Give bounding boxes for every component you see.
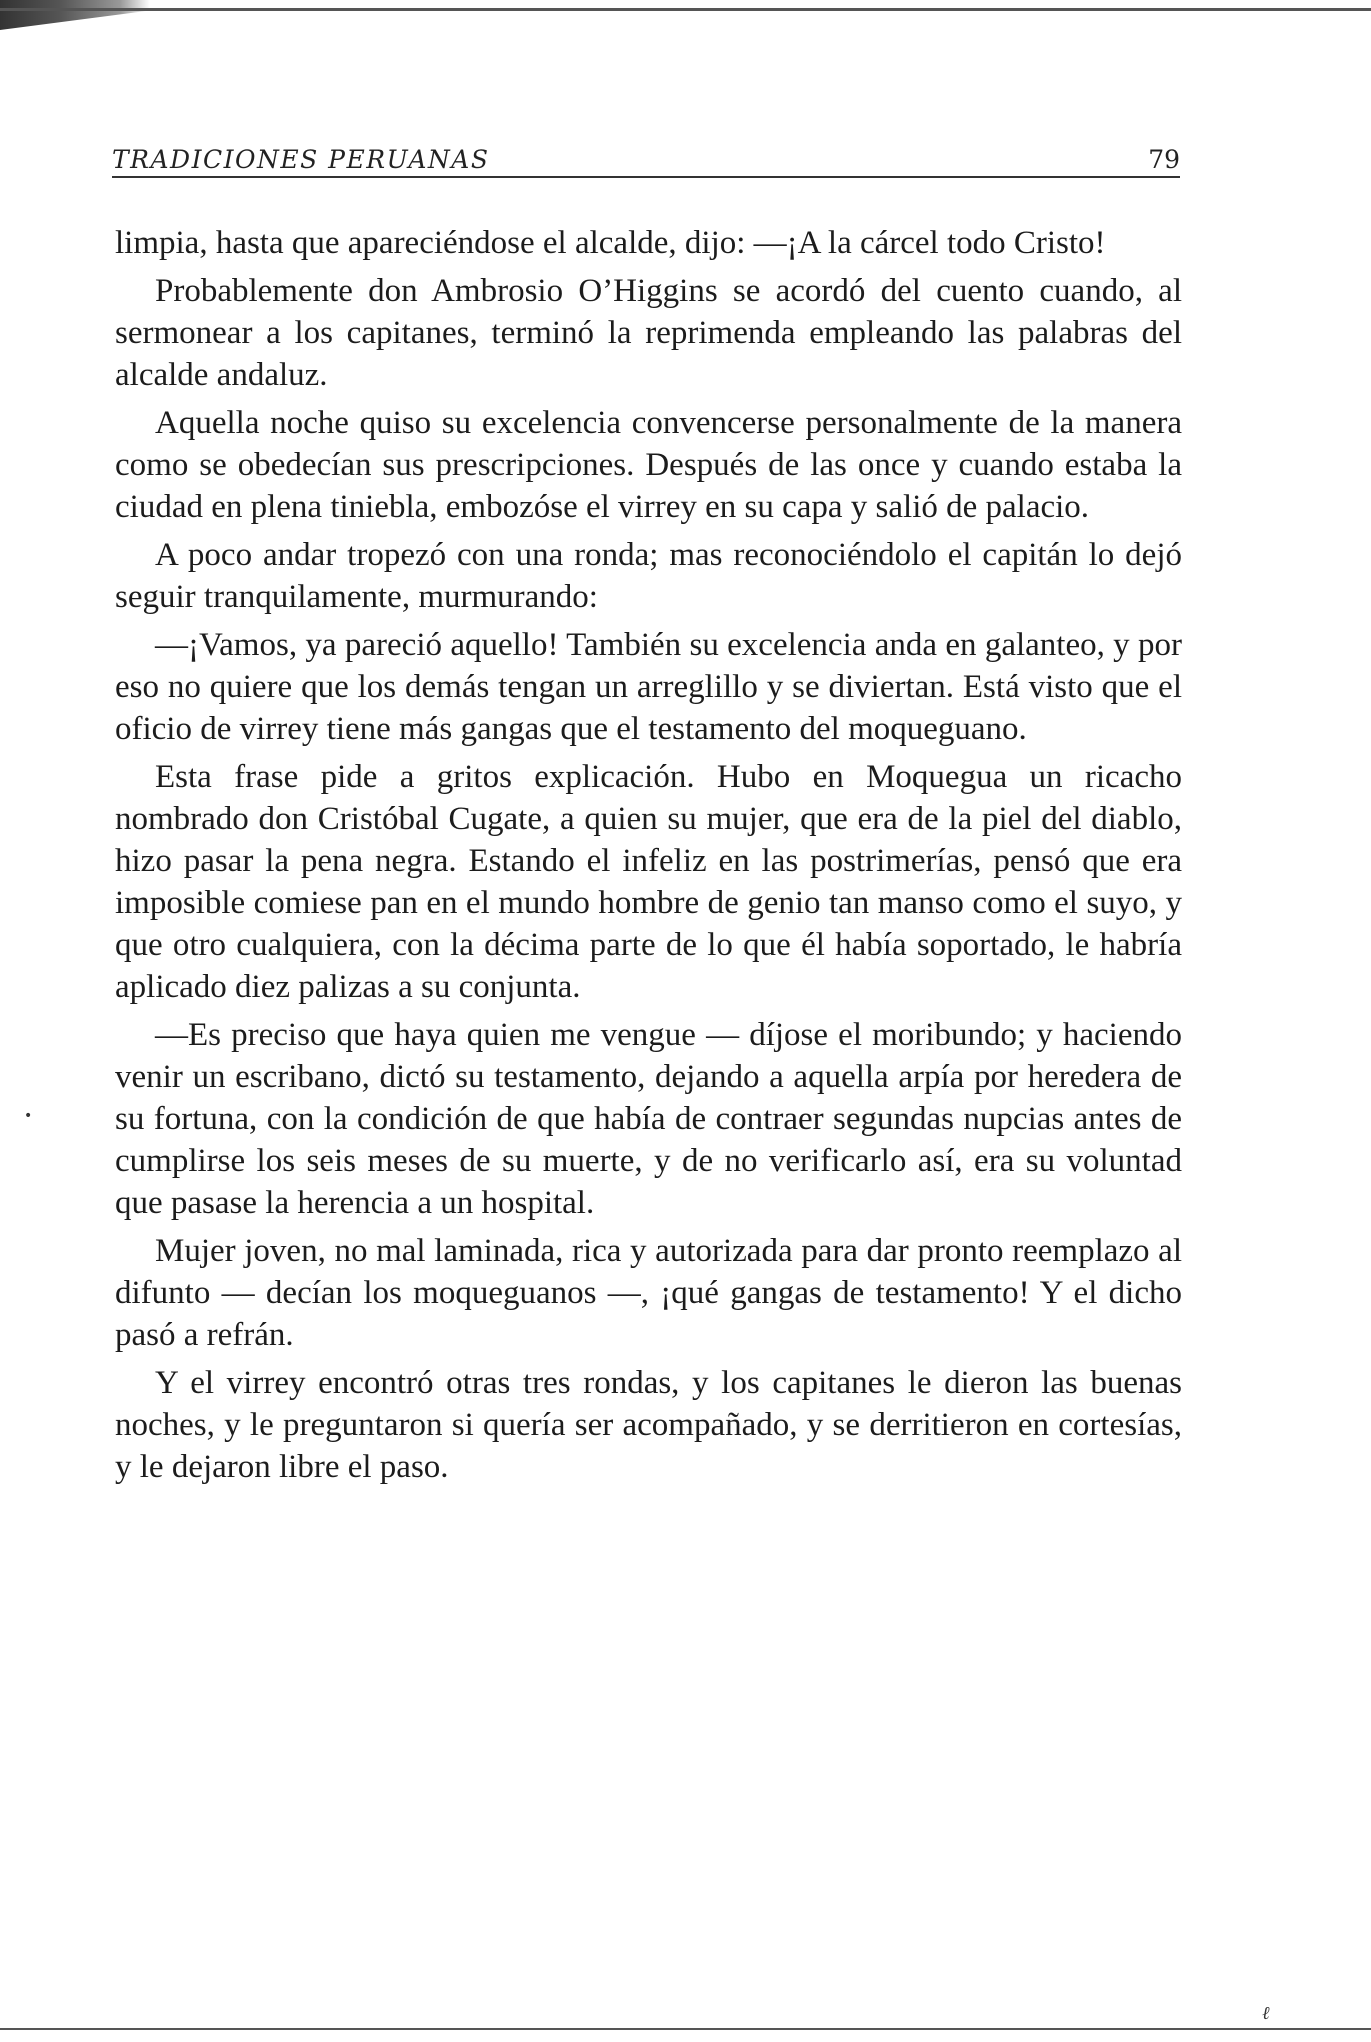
paragraph: Probablemente don Ambrosio O’Higgins se acordó del cuento cuando, al sermonear a los capitanes, terminó la reprimenda empleando las palabras del alcalde andaluz.	[115, 273, 1182, 393]
bottom-border-line	[0, 2028, 1371, 2030]
paragraph: Mujer joven, no mal laminada, rica y autorizada para dar pronto reemplazo al difunto — decían los moqueguanos —, ¡qué gangas de testamento! Y el dicho pasó a refrán.	[115, 1233, 1182, 1353]
paragraph: —Es preciso que haya quien me vengue — díjose el moribundo; y haciendo venir un escribano, dictó su testamento, dejando a aquella arpía por heredera de su fortuna, con la condición de que había de contraer segundas nupcias antes de cumplirse los seis meses de su muerte, y de no verificarlo así, era su voluntad que pasase la herencia a un hospital.	[115, 1017, 1182, 1221]
page-number: 79	[1148, 145, 1180, 174]
scan-edge-smudge	[0, 0, 150, 30]
paragraph: —¡Vamos, ya pareció aquello! También su excelencia anda en galanteo, y por eso no quiere que los demás tengan un arreglillo y se diviertan. Está visto que el oficio de virrey tiene más gangas que el testamento del moqueguano.	[115, 627, 1182, 747]
margin-mark: •	[24, 1108, 33, 1124]
paragraph: Esta frase pide a gritos explicación. Hubo en Moquegua un ricacho nombrado don Cristóbal Cugate, a quien su mujer, que era de la piel del diablo, hizo pasar la pena negra. Estando el infeliz en las postrimerías, pensó que era imposible comiese pan en el mundo hombre de genio tan manso como el suyo, y que otro cualquiera, con la décima parte de lo que él había soportado, le habría aplicado diez palizas a su conjunta.	[115, 759, 1182, 1005]
page-body	[115, 222, 1182, 1494]
corner-mark: ℓ	[1262, 2003, 1270, 2024]
top-border-line	[0, 8, 1371, 11]
running-title: TRADICIONES PERUANAS	[112, 145, 490, 174]
paragraph: Y el virrey encontró otras tres rondas, y los capitanes le dieron las buenas noches, y le preguntaron si quería ser acompañado, y se derritieron en cortesías, y le dejaron libre el paso.	[115, 1365, 1182, 1485]
running-header	[112, 140, 1180, 178]
paragraph-continuation: limpia, hasta que apareciéndose el alcalde, dijo: —¡A la cárcel todo Cristo!	[115, 225, 1106, 261]
paragraph: Aquella noche quiso su excelencia convencerse personalmente de la manera como se obedecían sus prescripciones. Después de las once y cuando estaba la ciudad en plena tiniebla, embozóse el virrey en su capa y salió de palacio.	[115, 405, 1182, 525]
paragraph: A poco andar tropezó con una ronda; mas reconociéndolo el capitán lo dejó seguir tranquilamente, murmurando:	[115, 537, 1182, 615]
